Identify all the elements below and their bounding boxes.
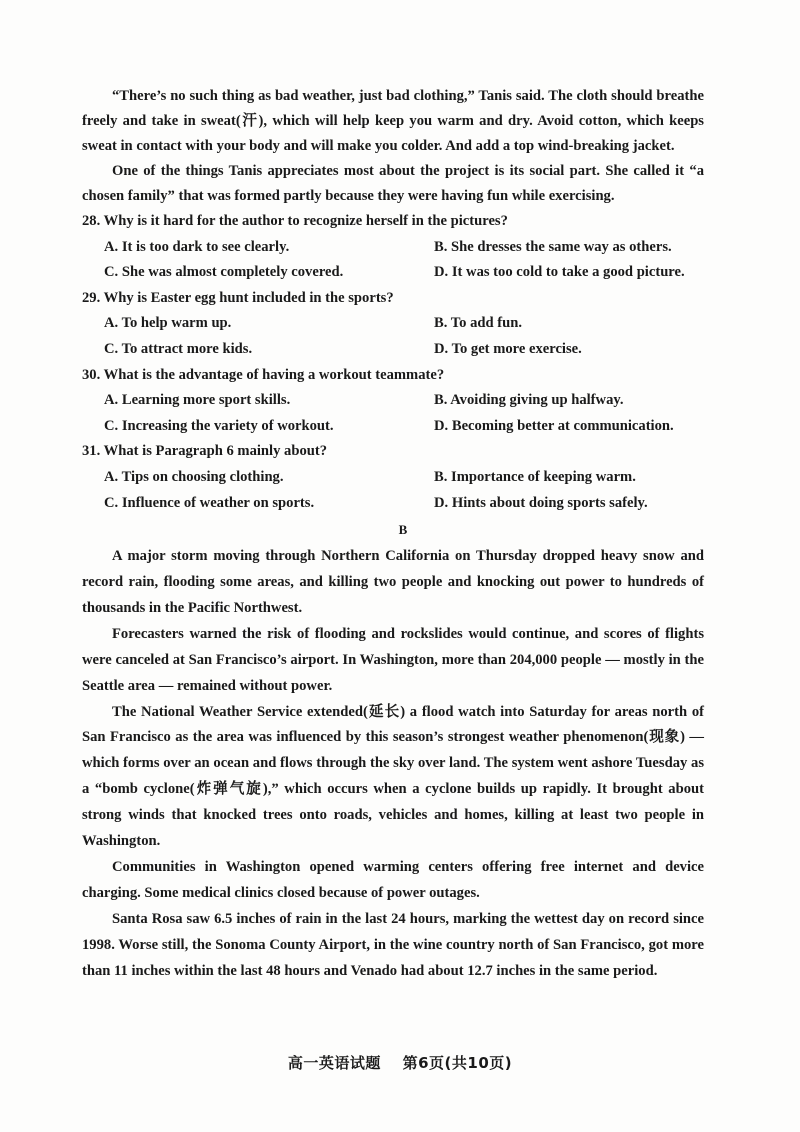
question-29	[82, 286, 704, 363]
section-label: B	[398, 522, 408, 538]
passage-paragraph: Santa Rosa saw 6.5 inches of rain in the last 24 hours, marking the wettest day on record since 1998. Worse still, the Sonoma County Airport, in the wine country north of San Francisco, got more than 11 inches within the last 48 hours and Venado had about 12.7 inches in the same period.	[82, 910, 704, 979]
question-30	[82, 363, 704, 440]
option-d[interactable]: D. Becoming better at communication.	[434, 417, 674, 434]
question-31	[82, 439, 704, 516]
intro-paragraph-1: “There’s no such thing as bad weather, just bad clothing,” Tanis said. The cloth should breathe freely and take in sweat(汗), which will help keep you warm and dry. Avoid cotton, which keeps sweat in contact with your body and will make you colder. And add a top wind-breaking jacket.	[82, 88, 704, 154]
reading-passage	[82, 544, 704, 984]
option-a[interactable]: A. Learning more sport skills.	[104, 392, 291, 409]
option-row	[82, 260, 704, 286]
option-a[interactable]: A. Tips on choosing clothing.	[104, 468, 284, 485]
option-row	[82, 414, 704, 440]
question-stem: 31. What is Paragraph 6 mainly about?	[82, 443, 328, 460]
question-stem: 30. What is the advantage of having a workout teammate?	[82, 366, 445, 383]
option-row	[82, 311, 704, 337]
option-d[interactable]: D. To get more exercise.	[434, 340, 582, 357]
passage-paragraph: A major storm moving through Northern California on Thursday dropped heavy snow and record rain, flooding some areas, and killing two people and knocking out power to hundreds of thousands in the Pacific Northwest.	[82, 548, 704, 616]
option-c[interactable]: C. She was almost completely covered.	[104, 264, 344, 281]
passage-paragraph: Communities in Washington opened warming centers offering free internet and device charging. Some medical clinics closed because of power outages.	[82, 859, 704, 901]
page-content	[82, 84, 704, 985]
question-stem: 28. Why is it hard for the author to recognize herself in the pictures?	[82, 213, 508, 229]
option-b[interactable]: B. Importance of keeping warm.	[434, 468, 636, 485]
page-footer	[0, 1052, 800, 1073]
option-a[interactable]: A. To help warm up.	[104, 315, 232, 332]
question-stem: 29. Why is Easter egg hunt included in the sports?	[82, 289, 394, 306]
footer-subject: 高一英语试题	[287, 1054, 381, 1072]
option-row	[82, 465, 704, 491]
option-row	[82, 491, 704, 517]
option-row	[82, 337, 704, 363]
option-b[interactable]: B. She dresses the same way as others.	[434, 238, 672, 255]
option-row	[82, 388, 704, 414]
passage-paragraph: Forecasters warned the risk of flooding and rockslides would continue, and scores of flights were canceled at San Francisco’s airport. In Washington, more than 204,000 people — mostly in the Seattle area — remained without power.	[82, 625, 704, 694]
option-c[interactable]: C. Increasing the variety of workout.	[104, 417, 334, 434]
passage-paragraph: The National Weather Service extended(延长) a flood watch into Saturday for areas north of San Francisco as the area was influenced by this season’s strongest weather phenomenon(现象) — which forms over an ocean and flows through the sky over land. The system went ashore Tuesday as a “bomb cyclone(炸弹气旋),” which occurs when a cyclone builds up rapidly. It brought about strong winds that knocked trees onto roads, vehicles and homes, killing at least two people in Washington.	[82, 703, 704, 850]
question-28	[82, 209, 704, 286]
option-d[interactable]: D. It was too cold to take a good picture.	[434, 264, 685, 281]
option-d[interactable]: D. Hints about doing sports safely.	[434, 494, 648, 511]
footer-page-number: 第6页(共10页)	[402, 1054, 513, 1072]
option-row	[82, 235, 704, 261]
option-b[interactable]: B. To add fun.	[434, 315, 523, 332]
intro-paragraph-2: One of the things Tanis appreciates most about the project is its social part. She called it “a chosen family” that was formed partly because they were having fun while exercising.	[82, 163, 704, 204]
option-b[interactable]: B. Avoiding giving up halfway.	[434, 392, 624, 409]
option-c[interactable]: C. Influence of weather on sports.	[104, 494, 315, 511]
option-a[interactable]: A. It is too dark to see clearly.	[104, 238, 290, 255]
option-c[interactable]: C. To attract more kids.	[104, 340, 253, 357]
